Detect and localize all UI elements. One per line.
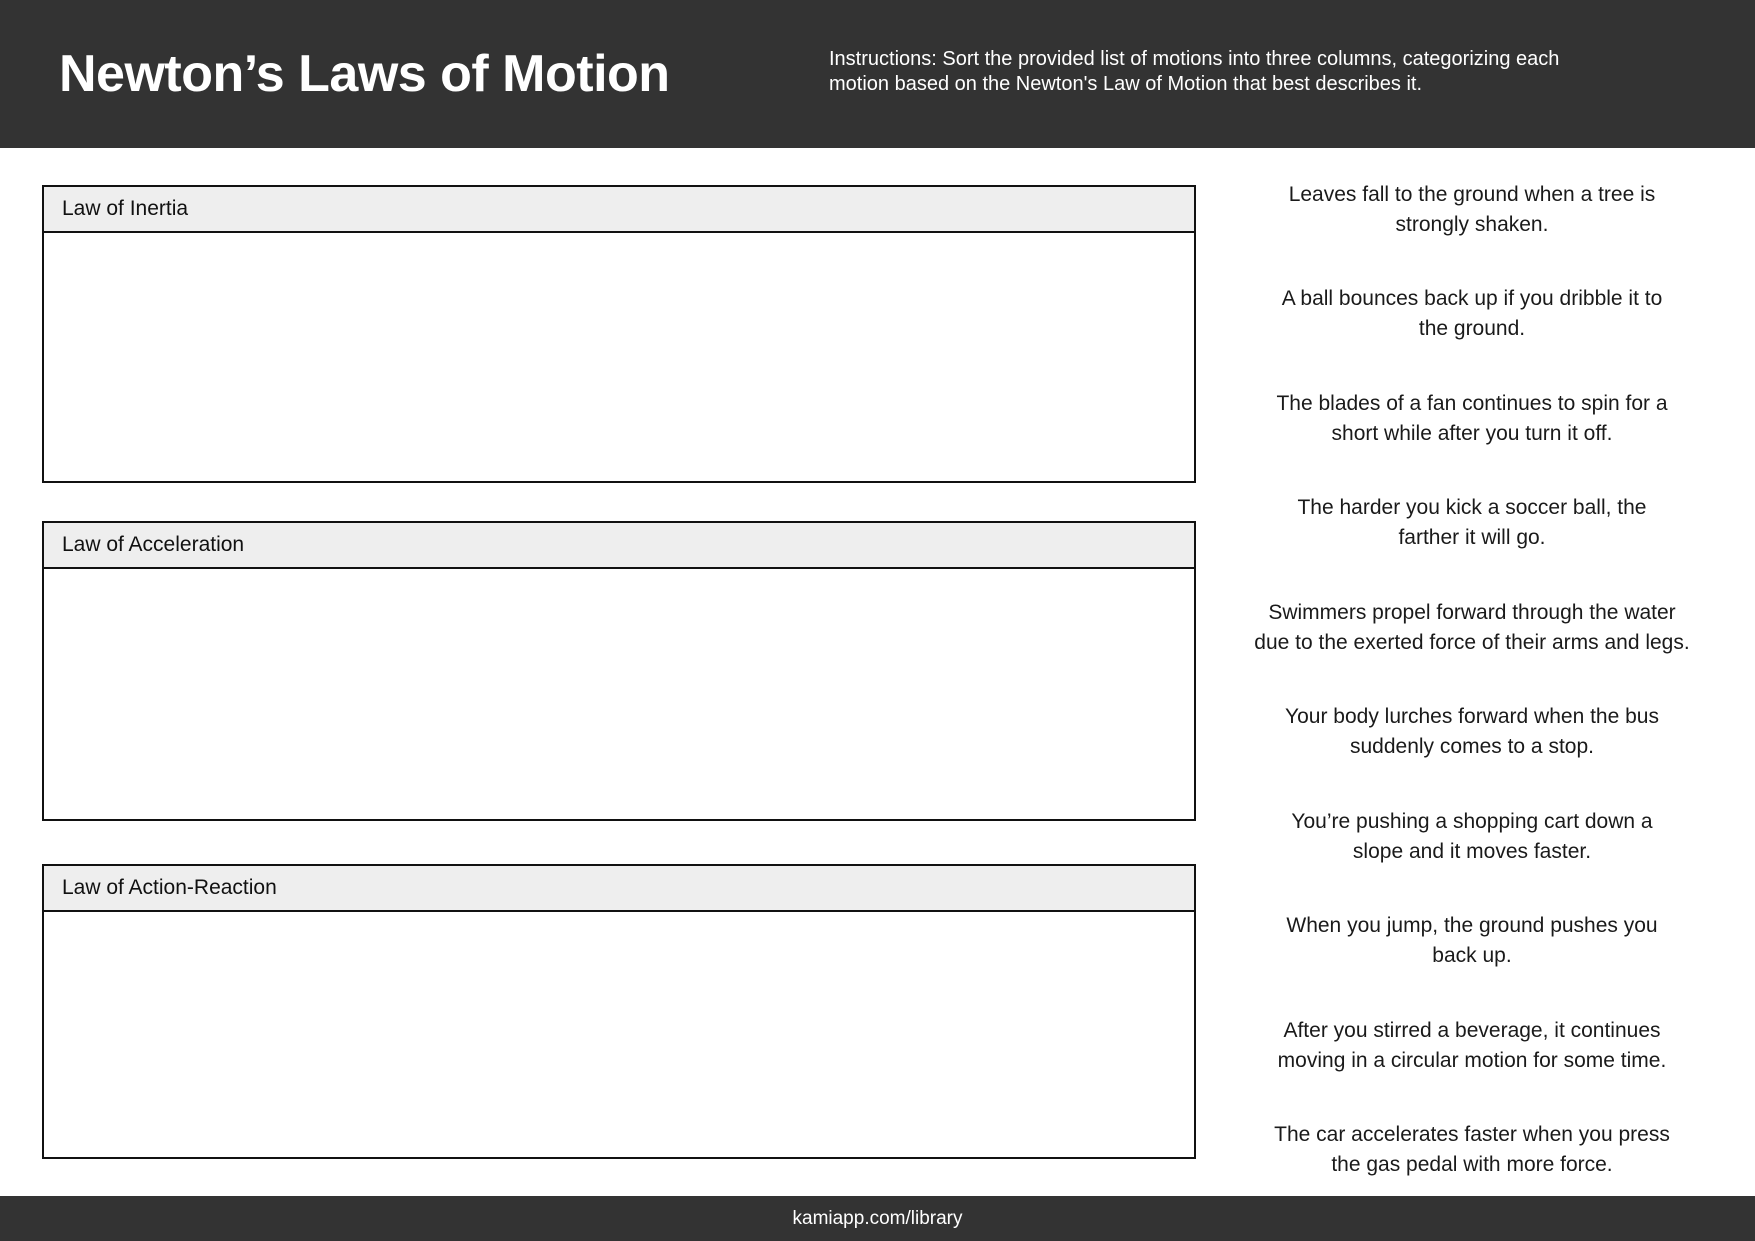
- motion-line: The harder you kick a soccer ball, the: [1297, 496, 1647, 520]
- law-box-inertia-label: Law of Inertia: [62, 197, 189, 220]
- motion-line: farther it will go.: [1398, 526, 1546, 550]
- law-box-inertia-header: [44, 187, 1194, 233]
- motion-line: Your body lurches forward when the bus: [1285, 705, 1659, 729]
- law-box-action-reaction: [42, 864, 1196, 1159]
- motion-item[interactable]: [1205, 389, 1739, 449]
- law-box-action-reaction-dropzone[interactable]: [44, 912, 1194, 1157]
- motion-item[interactable]: [1205, 911, 1739, 971]
- law-box-acceleration-header: [44, 523, 1194, 569]
- motion-line: back up.: [1432, 944, 1512, 968]
- motion-line: the ground.: [1418, 317, 1526, 341]
- motion-line: the gas pedal with more force.: [1331, 1152, 1613, 1176]
- motion-line: due to the exerted force of their arms and legs.: [1254, 630, 1690, 654]
- motion-line: short while after you turn it off.: [1331, 421, 1613, 445]
- motion-line: The blades of a fan continues to spin for a: [1276, 391, 1668, 415]
- motion-line: suddenly comes to a stop.: [1350, 735, 1594, 759]
- instructions-text: [829, 47, 1559, 97]
- motion-line: slope and it moves faster.: [1352, 839, 1592, 863]
- motion-list: [1205, 180, 1739, 1180]
- motion-item[interactable]: [1205, 493, 1739, 553]
- motion-item[interactable]: [1205, 702, 1739, 762]
- law-box-acceleration-label: Law of Acceleration: [62, 533, 245, 556]
- motion-line: moving in a circular motion for some time.: [1277, 1048, 1667, 1072]
- instructions-line: Instructions: Sort the provided list of motions into three columns, categorizing each: [829, 48, 1560, 70]
- motion-item[interactable]: [1205, 807, 1739, 867]
- motion-line: strongly shaken.: [1395, 213, 1549, 236]
- law-box-acceleration-dropzone[interactable]: [44, 569, 1194, 819]
- motion-item[interactable]: [1205, 1016, 1739, 1076]
- motion-item[interactable]: [1205, 598, 1739, 658]
- law-box-inertia-dropzone[interactable]: [44, 233, 1194, 481]
- motion-line: A ball bounces back up if you dribble it to: [1281, 287, 1663, 311]
- header-bar: [0, 0, 1755, 148]
- law-box-acceleration: [42, 521, 1196, 821]
- law-box-action-reaction-label: Law of Action-Reaction: [62, 876, 277, 899]
- motion-line: After you stirred a beverage, it continues: [1283, 1018, 1661, 1042]
- instructions-line: motion based on the Newton's Law of Motion that best describes it.: [829, 73, 1423, 95]
- motion-line: The car accelerates faster when you press: [1274, 1122, 1670, 1146]
- page-title: Newton’s Laws of Motion: [59, 45, 670, 103]
- motion-line: When you jump, the ground pushes you: [1286, 914, 1658, 938]
- law-box-action-reaction-header: [44, 866, 1194, 912]
- motion-line: Swimmers propel forward through the water: [1268, 600, 1676, 624]
- footer-link: kamiapp.com/library: [792, 1207, 963, 1229]
- motion-line: Leaves fall to the ground when a tree is: [1288, 183, 1656, 206]
- motion-item[interactable]: [1205, 1120, 1739, 1180]
- motion-item[interactable]: [1205, 284, 1739, 344]
- motion-line: You’re pushing a shopping cart down a: [1291, 809, 1653, 833]
- law-box-inertia: [42, 185, 1196, 483]
- motion-item[interactable]: [1205, 180, 1739, 240]
- footer-bar: [0, 1196, 1755, 1241]
